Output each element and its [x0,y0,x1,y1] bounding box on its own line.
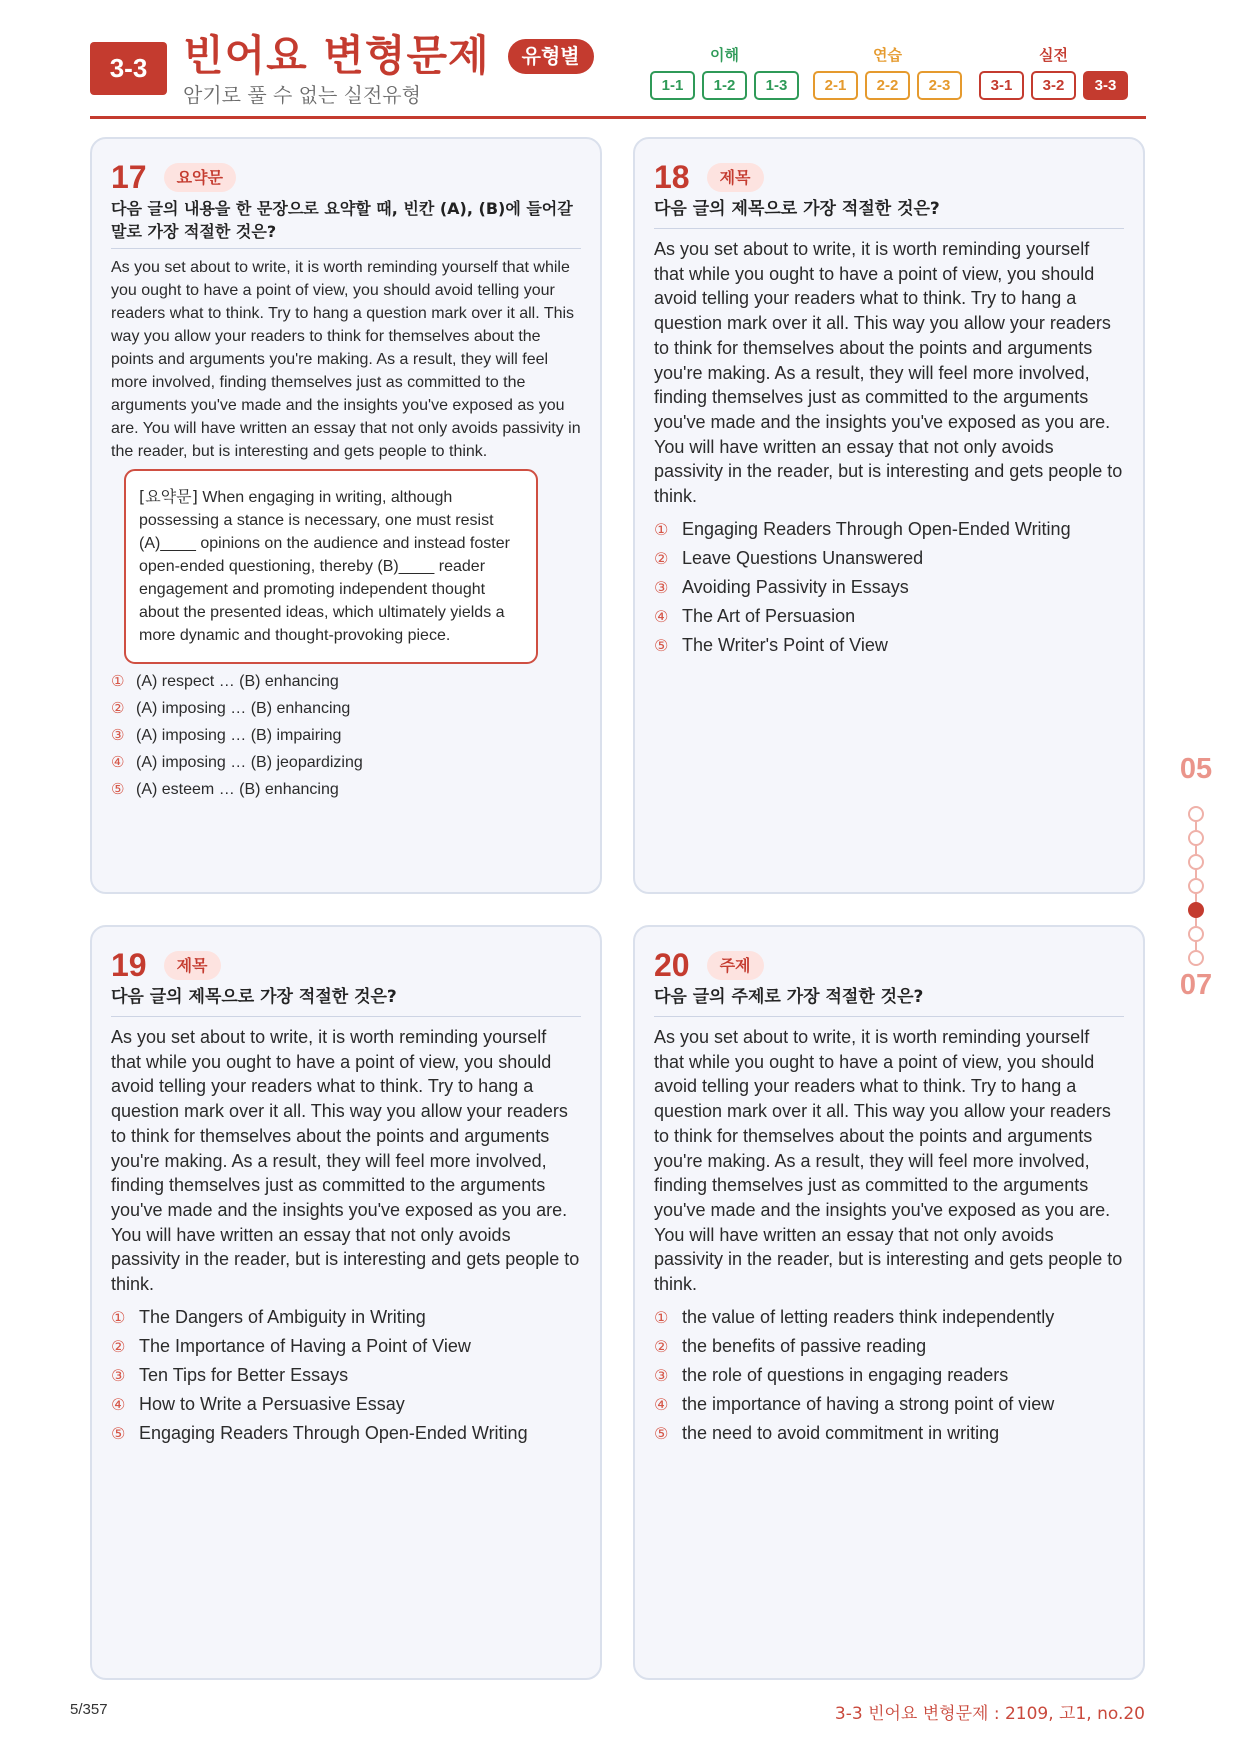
option-number: ② [111,699,125,717]
answer-option [654,1303,1124,1332]
question-prompt: 다음 글의 제목으로 가장 적절한 것은? [654,197,1124,229]
answer-option [654,1390,1124,1419]
answer-option [111,1303,581,1332]
chapter-dot-track [1176,806,1216,966]
chapter-dot[interactable] [1188,806,1204,822]
question-header [111,157,581,197]
question-number: 20 [654,947,690,983]
answer-options [654,1303,1124,1448]
nav-button-3-1[interactable]: 3-1 [979,71,1024,100]
answer-option [654,631,1124,660]
section-badge: 3-3 [90,42,167,95]
option-text: The Art of Persuasion [682,605,856,626]
summary-text: When engaging in writing, although possessing a stance is necessary, one must resist (A)____ opinions on the audience and instead foster open-ended questioning, thereby (B)____ reader engagement and promoting independent thought about the presented ideas, which ultimately yields a more dynamic and thought-provoking piece. [139,489,510,644]
nav-group-practice [813,44,962,100]
nav-group-label: 실전 [1039,46,1068,64]
option-text: the benefits of passive reading [682,1335,927,1356]
answer-option [654,515,1124,544]
option-number: ③ [111,1365,126,1385]
passage-text: As you set about to write, it is worth reminding yourself that while you ought to have a point of view, you should avoid telling your readers what to think. Try to hang a question mark over it all. This way you allow your readers to think for themselves about the points and arguments you're making. As a result, they will feel more involved, finding themselves just as committed to the arguments you've made and the insights you've exposed as you are. You will have written an essay that not only avoids passivity in the reader, but is interesting and gets people to think. [111,1027,580,1295]
nav-button-2-3[interactable]: 2-3 [917,71,962,100]
option-text: (A) imposing … (B) impairing [136,727,342,744]
option-number: ④ [654,1394,669,1414]
option-number: ① [111,672,125,690]
option-number: ⑤ [654,635,669,655]
chapter-dot[interactable] [1188,950,1204,966]
answer-option [111,1332,581,1361]
nav-button-3-2[interactable]: 3-2 [1031,71,1076,100]
answer-option [111,776,581,803]
nav-button-1-2[interactable]: 1-2 [702,71,747,100]
nav-button-1-1[interactable]: 1-1 [650,71,695,100]
option-text: Avoiding Passivity in Essays [682,576,909,597]
question-header [654,157,1124,197]
answer-option [654,544,1124,573]
chapter-dot[interactable] [1188,878,1204,894]
header-divider [90,116,1146,119]
question-header [111,945,581,985]
option-text: Leave Questions Unanswered [682,547,924,568]
question-card [90,925,602,1680]
chapter-dot[interactable] [1188,830,1204,846]
option-text: Engaging Readers Through Open-Ended Writing [682,518,1071,539]
chapter-dot[interactable] [1188,902,1204,918]
question-number: 18 [654,159,690,195]
option-text: the value of letting readers think independently [682,1306,1055,1327]
option-number: ① [654,519,669,539]
page-subtitle: 암기로 풀 수 없는 실전유형 [183,83,421,107]
option-text: The Importance of Having a Point of View [139,1335,471,1356]
option-text: Ten Tips for Better Essays [139,1364,349,1385]
option-number: ④ [654,606,669,626]
question-prompt: 다음 글의 제목으로 가장 적절한 것은? [111,985,581,1017]
page-title: 빈어요 변형문제 [183,31,490,80]
option-text: (A) esteem … (B) enhancing [136,781,339,798]
question-type-tag: 요약문 [164,163,236,192]
option-number: ③ [111,726,125,744]
option-number: ⑤ [111,780,125,798]
option-text: The Dangers of Ambiguity in Writing [139,1306,426,1327]
answer-option [654,602,1124,631]
option-number: ① [111,1307,126,1327]
option-text: (A) imposing … (B) enhancing [136,700,351,717]
option-number: ④ [111,753,125,771]
option-text: The Writer's Point of View [682,634,888,655]
option-text: How to Write a Persuasive Essay [139,1393,405,1414]
question-type-tag: 제목 [707,163,764,192]
answer-option [111,1361,581,1390]
question-card [633,137,1145,894]
answer-options [111,1303,581,1448]
option-text: (A) respect … (B) enhancing [136,673,339,690]
chapter-side-nav [1176,752,1216,1002]
answer-options [111,668,581,803]
answer-option [111,668,581,695]
answer-option [111,749,581,776]
answer-option [111,1390,581,1419]
nav-button-2-1[interactable]: 2-1 [813,71,858,100]
answer-option [654,1361,1124,1390]
chapter-start-number: 05 [1179,753,1213,785]
chapter-end-number: 07 [1179,969,1213,1001]
nav-group-real-test [979,44,1128,100]
type-pill: 유형별 [508,39,594,74]
nav-button-1-3[interactable]: 1-3 [754,71,799,100]
answer-option [111,695,581,722]
summary-box [124,469,538,664]
question-card [633,925,1145,1680]
title-row [183,30,594,82]
question-number: 17 [111,159,147,195]
nav-button-row [979,71,1128,100]
question-type-tag: 제목 [164,951,221,980]
option-text: (A) imposing … (B) jeopardizing [136,754,363,771]
summary-label: [요약문] [139,487,198,506]
passage-text: As you set about to write, it is worth reminding yourself that while you ought to have a point of view, you should avoid telling your readers what to think. Try to hang a question mark over it all. This way you allow your readers to think for themselves about the points and arguments you're making. As a result, they will feel more involved, finding themselves just as committed to the arguments you've made and the insights you've exposed as you are. You will have written an essay that not only avoids passivity in the reader, but is interesting and gets people to think. [111,259,581,460]
option-number: ⑤ [111,1423,126,1443]
passage-text: As you set about to write, it is worth reminding yourself that while you ought to have a point of view, you should avoid telling your readers what to think. Try to hang a question mark over it all. This way you allow your readers to think for themselves about the points and arguments you're making. As a result, they will feel more involved, finding themselves just as committed to the arguments you've made and the insights you've exposed as you are. You will have written an essay that not only avoids passivity in the reader, but is interesting and gets people to think. [654,239,1123,507]
nav-button-3-3[interactable]: 3-3 [1083,71,1128,100]
nav-group-understanding [650,44,799,100]
answer-option [654,1419,1124,1448]
answer-options [654,515,1124,660]
page-number: 5/357 [70,1701,108,1718]
nav-group-label: 이해 [710,46,739,64]
answer-option [654,573,1124,602]
answer-option [654,1332,1124,1361]
option-number: ① [654,1307,669,1327]
nav-button-2-2[interactable]: 2-2 [865,71,910,100]
answer-option [111,722,581,749]
option-number: ⑤ [654,1423,669,1443]
option-number: ② [654,1336,669,1356]
question-header [654,945,1124,985]
footer-source: 3-3 빈어요 변형문제 : 2109, 고1, no.20 [834,1704,1145,1724]
nav-button-row [650,71,799,100]
chapter-dot[interactable] [1188,854,1204,870]
option-text: Engaging Readers Through Open-Ended Writing [139,1422,528,1443]
question-number: 19 [111,947,147,983]
option-text: the role of questions in engaging readers [682,1364,1009,1385]
answer-option [111,1419,581,1448]
chapter-dot[interactable] [1188,926,1204,942]
option-number: ② [654,548,669,568]
question-type-tag: 주제 [707,951,764,980]
passage-text: As you set about to write, it is worth reminding yourself that while you ought to have a point of view, you should avoid telling your readers what to think. Try to hang a question mark over it all. This way you allow your readers to think for themselves about the points and arguments you're making. As a result, they will feel more involved, finding themselves just as committed to the arguments you've made and the insights you've exposed as you are. You will have written an essay that not only avoids passivity in the reader, but is interesting and gets people to think. [654,1027,1123,1295]
option-text: the importance of having a strong point of view [682,1393,1055,1414]
option-text: the need to avoid commitment in writing [682,1422,1000,1443]
question-prompt: 다음 글의 내용을 한 문장으로 요약할 때, 빈칸 (A), (B)에 들어갈 말로 가장 적절한 것은? [111,197,581,249]
option-number: ③ [654,1365,669,1385]
question-card [90,137,602,894]
nav-group-label: 연습 [873,46,902,64]
question-prompt: 다음 글의 주제로 가장 적절한 것은? [654,985,1124,1017]
option-number: ② [111,1336,126,1356]
option-number: ④ [111,1394,126,1414]
option-number: ③ [654,577,669,597]
nav-button-row [813,71,962,100]
